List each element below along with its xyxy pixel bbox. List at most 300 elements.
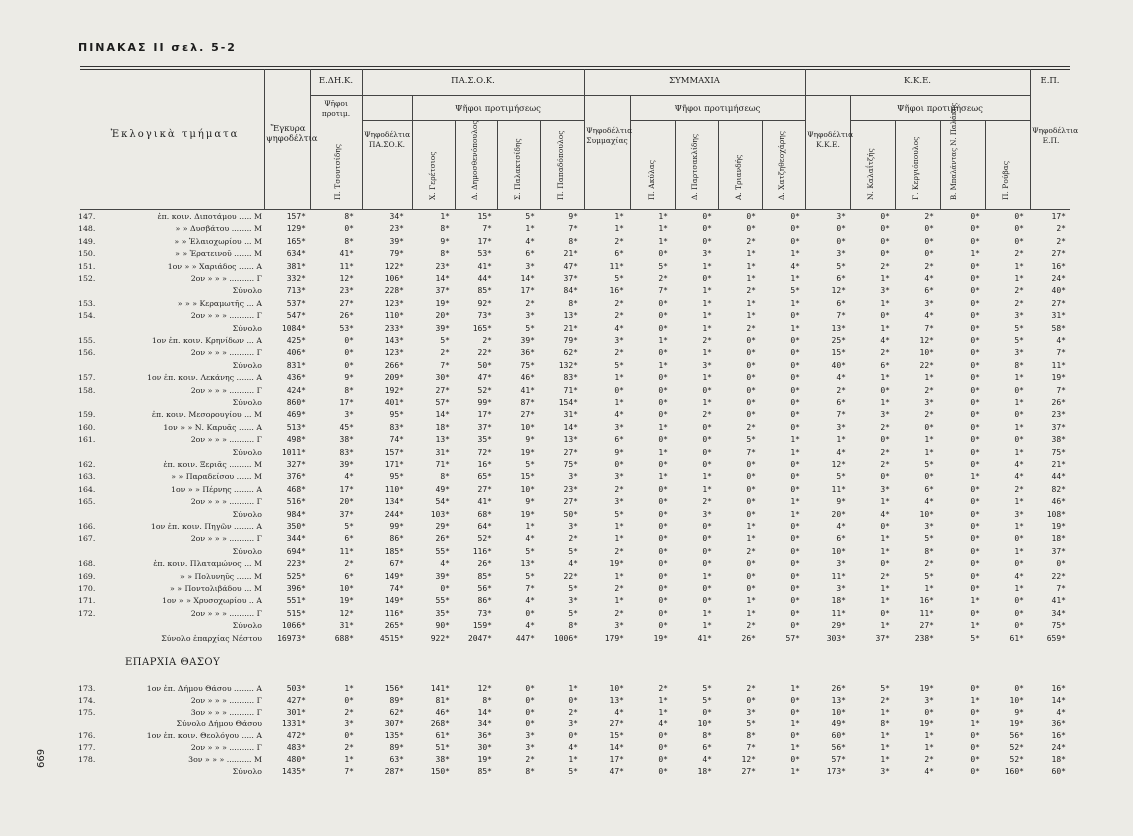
cell-value: 922*	[430, 633, 450, 643]
cell-value: 6*	[924, 286, 934, 296]
cell-value: 4*	[525, 596, 535, 606]
cell-value: 53*	[477, 249, 492, 259]
table-row	[0, 533, 1133, 544]
cell-value: 55*	[435, 596, 450, 606]
cell-value: 16*	[919, 596, 934, 606]
cell-value: 2*	[924, 212, 934, 221]
cell-value: 37*	[477, 422, 492, 432]
row-number: 172.	[78, 608, 96, 618]
cell-value: 38*	[435, 754, 450, 764]
row-number: 165.	[78, 497, 96, 507]
cell-value: 0*	[658, 534, 668, 544]
cell-value: 15*	[477, 212, 492, 221]
cell-value: 63*	[389, 754, 404, 764]
cell-value: 0*	[702, 212, 712, 221]
table-row	[0, 223, 1133, 234]
cell-value: 1*	[344, 684, 354, 693]
cell-value: 92*	[477, 298, 492, 308]
cell-value: 0*	[1014, 410, 1024, 420]
row-location: ἐπ. κοιν. Ξεριᾶς ......... Μ	[163, 460, 262, 469]
cell-value: 19*	[653, 633, 668, 643]
row-location: 1ον ἐπ. κοιν. Πηγῶν ........ Α	[150, 522, 262, 531]
row-number: 173.	[78, 684, 96, 693]
cell-value: 9*	[614, 447, 624, 457]
cell-value: 52*	[477, 534, 492, 544]
cell-value: 0*	[658, 522, 668, 531]
cell-value: 3*	[836, 212, 846, 221]
table-row	[0, 754, 1133, 765]
cell-value: 8*	[482, 695, 492, 705]
cell-value: 0*	[658, 410, 668, 420]
cell-value: 2*	[746, 546, 756, 556]
cell-value: 20*	[339, 497, 354, 507]
row-number: 150.	[78, 249, 96, 259]
cell-value: 21*	[1051, 460, 1066, 469]
row-number: 148.	[78, 224, 96, 234]
cell-value: 0*	[790, 224, 800, 234]
cell-value: 1*	[746, 261, 756, 271]
candidate-header: Γ. Κεργιόπουλος	[911, 136, 920, 200]
cell-value: 62*	[563, 348, 578, 358]
cell-value: 1*	[1014, 422, 1024, 432]
cell-value: 4*	[525, 534, 535, 544]
row-location: 1ον ἐπ. κοιν. Λεκάνης ....... Α	[147, 373, 262, 383]
cell-value: 36*	[477, 731, 492, 741]
cell-value: 13*	[831, 323, 846, 333]
cell-value: 10*	[520, 484, 535, 494]
table-row	[0, 310, 1133, 321]
cell-value: 12*	[919, 336, 934, 345]
cell-value: 29*	[831, 621, 846, 631]
cell-value: 8*	[344, 236, 354, 246]
cell-value: 0*	[746, 224, 756, 234]
cell-value: 4*	[836, 522, 846, 531]
cell-value: 40*	[831, 360, 846, 370]
cell-value: 0*	[658, 249, 668, 259]
cell-value: 86*	[389, 534, 404, 544]
cell-value: 1*	[1014, 522, 1024, 531]
cell-value: 160*	[1004, 766, 1024, 776]
cell-value: 0*	[970, 435, 980, 445]
cell-value: 2*	[1056, 224, 1066, 234]
cell-value: 1*	[702, 398, 712, 407]
cell-value: 0*	[746, 559, 756, 569]
cell-value: 1*	[924, 447, 934, 457]
cell-value: 1*	[970, 596, 980, 606]
cell-value: 547*	[286, 311, 306, 321]
cell-value: 89*	[389, 743, 404, 752]
cell-value: 0*	[702, 236, 712, 246]
col-sep	[540, 120, 541, 209]
cell-value: 17*	[520, 286, 535, 296]
group-divider	[310, 95, 1030, 96]
cell-value: 27*	[339, 298, 354, 308]
cell-value: 16*	[1051, 731, 1066, 741]
cell-value: 157*	[286, 212, 306, 221]
cell-value: 4*	[344, 472, 354, 482]
cell-value: 0*	[746, 336, 756, 345]
table-row	[0, 335, 1133, 346]
table-row	[0, 211, 1133, 222]
cell-value: 0*	[658, 731, 668, 741]
cell-value: 9*	[525, 435, 535, 445]
cell-value: 58*	[1051, 323, 1066, 333]
cell-value: 4*	[658, 719, 668, 729]
cell-value: 0*	[790, 236, 800, 246]
cell-value: 2*	[880, 422, 890, 432]
cell-value: 0*	[746, 571, 756, 581]
row-location: 2ον » » » .......... Γ	[190, 743, 262, 752]
cell-value: 5*	[836, 472, 846, 482]
cell-value: 9*	[344, 373, 354, 383]
cell-value: 1*	[344, 754, 354, 764]
cell-value: 11*	[1051, 360, 1066, 370]
cell-value: 0*	[702, 422, 712, 432]
cell-value: 85*	[477, 286, 492, 296]
cell-value: 85*	[477, 766, 492, 776]
col-sep	[762, 120, 763, 209]
cell-value: 9*	[568, 212, 578, 221]
ep-ballots-header: Ψηφοδέλτια Ε.Π.	[1032, 126, 1079, 145]
cell-value: 327*	[286, 460, 306, 469]
cell-value: 2*	[702, 497, 712, 507]
cell-value: 634*	[286, 249, 306, 259]
cell-value: 3*	[924, 522, 934, 531]
cell-value: 0*	[970, 522, 980, 531]
cell-value: 6*	[836, 298, 846, 308]
row-number: 169.	[78, 571, 96, 581]
cell-value: 1*	[790, 509, 800, 519]
cell-value: 0*	[344, 224, 354, 234]
row-location: ἐπ. κοιν. Μεσορουγίου ... Μ	[151, 410, 262, 420]
cell-value: 3*	[924, 695, 934, 705]
cell-value: 3*	[568, 719, 578, 729]
cell-value: 4*	[1014, 571, 1024, 581]
cell-value: 1*	[746, 596, 756, 606]
cell-value: 0*	[658, 571, 668, 581]
page-title: ΠΙΝΑΚΑΣ ΙΙ σελ. 5-2	[78, 41, 237, 54]
cell-value: 1*	[702, 286, 712, 296]
cell-value: 4*	[836, 447, 846, 457]
cell-value: 7*	[924, 323, 934, 333]
cell-value: 5*	[924, 571, 934, 581]
cell-value: 22*	[477, 348, 492, 358]
table-row	[0, 236, 1133, 247]
cell-value: 7*	[746, 447, 756, 457]
cell-value: 14*	[609, 743, 624, 752]
col-sep	[895, 120, 896, 209]
cell-value: 8*	[440, 472, 450, 482]
cell-value: 143*	[384, 336, 404, 345]
cell-value: 84*	[563, 286, 578, 296]
cell-value: 0*	[658, 385, 668, 395]
cell-value: 10*	[831, 707, 846, 717]
table-row	[0, 695, 1133, 706]
cell-value: 0*	[924, 707, 934, 717]
cell-value: 0*	[344, 360, 354, 370]
cell-value: 7*	[1056, 385, 1066, 395]
cell-value: 6*	[836, 534, 846, 544]
cell-value: 0*	[658, 621, 668, 631]
row-location: ἐπ. κοιν. Διποτάμου ..... Μ	[157, 212, 262, 221]
cell-value: 0*	[880, 522, 890, 531]
cell-value: 3*	[614, 497, 624, 507]
cell-value: 5*	[525, 571, 535, 581]
cell-value: 34*	[1051, 608, 1066, 618]
cell-value: 75*	[1051, 447, 1066, 457]
cell-value: 5*	[658, 261, 668, 271]
cell-value: 3*	[525, 311, 535, 321]
cell-value: 2*	[924, 559, 934, 569]
cell-value: 2*	[614, 311, 624, 321]
cell-value: 2*	[746, 236, 756, 246]
cell-value: 8*	[525, 766, 535, 776]
cell-value: 8*	[344, 212, 354, 221]
cell-value: 0*	[658, 509, 668, 519]
cell-value: 41*	[520, 385, 535, 395]
row-location: » » Δυσβάτου ........ Μ	[175, 224, 262, 234]
cell-value: 0*	[790, 484, 800, 494]
cell-value: 95*	[389, 410, 404, 420]
cell-value: 5*	[924, 460, 934, 469]
cell-value: 0*	[746, 695, 756, 705]
cell-value: 4*	[525, 236, 535, 246]
cell-value: 0*	[790, 398, 800, 407]
cell-value: 0*	[658, 743, 668, 752]
cell-value: 0*	[746, 410, 756, 420]
cell-value: 0*	[658, 497, 668, 507]
row-location: Σύνολο	[232, 447, 262, 457]
cell-value: 16*	[1051, 261, 1066, 271]
district-header: Ἐκλογικὰ τμήματα	[110, 129, 240, 140]
cell-value: 87*	[520, 398, 535, 407]
cell-value: 23*	[389, 224, 404, 234]
col-sep	[362, 69, 363, 209]
cell-value: 108*	[1046, 509, 1066, 519]
cell-value: 4*	[568, 743, 578, 752]
cell-value: 7*	[746, 743, 756, 752]
cell-value: 6*	[836, 398, 846, 407]
cell-value: 10*	[609, 684, 624, 693]
cell-value: 18*	[1051, 754, 1066, 764]
kke-ballots-header: Ψηφοδέλτια Κ.Κ.Ε.	[807, 130, 854, 149]
cell-value: 0*	[970, 766, 980, 776]
cell-value: 38*	[339, 435, 354, 445]
cell-value: 3*	[880, 766, 890, 776]
cell-value: 7*	[525, 584, 535, 593]
cell-value: 46*	[435, 707, 450, 717]
cell-value: 20*	[435, 311, 450, 321]
row-number: 162.	[78, 460, 96, 469]
cell-value: 2*	[746, 621, 756, 631]
cell-value: 41*	[477, 497, 492, 507]
table-row	[0, 766, 1133, 777]
cell-value: 1*	[1014, 546, 1024, 556]
cell-value: 24*	[1051, 743, 1066, 752]
cell-value: 54*	[435, 497, 450, 507]
cell-value: 27*	[741, 766, 756, 776]
cell-value: 0*	[790, 596, 800, 606]
cell-value: 472*	[286, 731, 306, 741]
cell-value: 5*	[924, 534, 934, 544]
cell-value: 0*	[1014, 224, 1024, 234]
cell-value: 0*	[970, 410, 980, 420]
cell-value: 1331*	[281, 719, 306, 729]
cell-value: 1*	[746, 534, 756, 544]
cell-value: 515*	[286, 608, 306, 618]
cell-value: 5*	[1014, 323, 1024, 333]
table-row	[0, 718, 1133, 729]
row-location: » » Ἐλαιοχωρίου ... Μ	[174, 236, 262, 246]
cell-value: 5*	[440, 336, 450, 345]
cell-value: 303*	[826, 633, 846, 643]
cell-value: 0*	[880, 435, 890, 445]
cell-value: 1*	[790, 249, 800, 259]
cell-value: 8*	[568, 621, 578, 631]
cell-value: 185*	[384, 546, 404, 556]
table-row	[0, 447, 1133, 458]
cell-value: 14*	[477, 707, 492, 717]
cell-value: 483*	[286, 743, 306, 752]
cell-value: 18*	[435, 422, 450, 432]
cell-value: 0*	[746, 348, 756, 358]
cell-value: 1*	[1014, 261, 1024, 271]
cell-value: 11*	[831, 571, 846, 581]
cell-value: 85*	[477, 571, 492, 581]
row-location: Σύνολο Δήμου Θάσου	[176, 719, 262, 729]
cell-value: 5*	[614, 509, 624, 519]
candidate-header: Σ. Παλακτσίδης	[513, 138, 522, 200]
cell-value: 401*	[384, 398, 404, 407]
cell-value: 122*	[384, 261, 404, 271]
cell-value: 3*	[746, 707, 756, 717]
cell-value: 1*	[880, 323, 890, 333]
cell-value: 10*	[520, 422, 535, 432]
cell-value: 10*	[1009, 695, 1024, 705]
cell-value: 47*	[609, 766, 624, 776]
col-sep	[718, 120, 719, 209]
table-row	[0, 546, 1133, 557]
cell-value: 81*	[435, 695, 450, 705]
cell-value: 1*	[658, 236, 668, 246]
cell-value: 37*	[339, 509, 354, 519]
cell-value: 1*	[790, 497, 800, 507]
cell-value: 1*	[924, 731, 934, 741]
row-number: 153.	[78, 298, 96, 308]
cell-value: 19*	[609, 559, 624, 569]
cell-value: 3*	[344, 410, 354, 420]
table-row	[0, 583, 1133, 594]
cell-value: 39*	[339, 460, 354, 469]
cell-value: 8*	[568, 236, 578, 246]
cell-value: 2*	[525, 754, 535, 764]
cell-value: 2*	[440, 348, 450, 358]
cell-value: 0*	[790, 460, 800, 469]
cell-value: 37*	[1051, 546, 1066, 556]
cell-value: 19*	[520, 447, 535, 457]
cell-value: 6*	[836, 274, 846, 283]
cell-value: 4*	[836, 373, 846, 383]
row-number: 177.	[78, 743, 96, 752]
table-row	[0, 595, 1133, 606]
cell-value: 3*	[702, 509, 712, 519]
cell-value: 0*	[790, 546, 800, 556]
cell-value: 0*	[970, 286, 980, 296]
table-row	[0, 273, 1133, 284]
cell-value: 14*	[563, 422, 578, 432]
cell-value: 1*	[836, 435, 846, 445]
cell-value: 16*	[477, 460, 492, 469]
cell-value: 53*	[339, 323, 354, 333]
cell-value: 4*	[568, 559, 578, 569]
cell-value: 0*	[702, 534, 712, 544]
cell-value: 8*	[1014, 360, 1024, 370]
row-number: 170.	[78, 584, 96, 593]
col-sep	[675, 120, 676, 209]
cell-value: 19*	[1009, 719, 1024, 729]
cell-value: 406*	[286, 348, 306, 358]
cell-value: 8*	[440, 224, 450, 234]
cell-value: 447*	[515, 633, 535, 643]
cell-value: 29*	[435, 522, 450, 531]
cell-value: 7*	[482, 224, 492, 234]
cell-value: 984*	[286, 509, 306, 519]
cell-value: 1*	[880, 743, 890, 752]
cell-value: 6*	[614, 249, 624, 259]
cell-value: 10*	[919, 509, 934, 519]
cell-value: 0*	[790, 422, 800, 432]
cell-value: 0*	[746, 497, 756, 507]
cell-value: 1*	[880, 497, 890, 507]
cell-value: 3*	[568, 522, 578, 531]
col-sep	[1030, 69, 1031, 209]
cell-value: 37*	[1051, 422, 1066, 432]
cell-value: 0*	[970, 684, 980, 693]
cell-value: 0*	[970, 546, 980, 556]
cell-value: 831*	[286, 360, 306, 370]
cell-value: 1*	[790, 274, 800, 283]
cell-value: 2*	[482, 336, 492, 345]
cell-value: 2*	[746, 323, 756, 333]
cell-value: 0*	[790, 695, 800, 705]
cell-value: 0*	[658, 559, 668, 569]
cell-value: 13*	[435, 435, 450, 445]
cell-value: 1*	[614, 596, 624, 606]
cell-value: 27*	[563, 497, 578, 507]
cell-value: 1*	[880, 373, 890, 383]
cell-value: 1*	[1014, 584, 1024, 593]
cell-value: 21*	[563, 249, 578, 259]
cell-value: 39*	[389, 236, 404, 246]
cell-value: 15*	[831, 348, 846, 358]
cell-value: 39*	[520, 336, 535, 345]
cell-value: 2*	[746, 684, 756, 693]
cell-value: 0*	[970, 460, 980, 469]
cell-value: 23*	[1051, 410, 1066, 420]
cell-value: 0*	[658, 435, 668, 445]
row-location: Σύνολο	[232, 398, 262, 407]
cell-value: 1*	[790, 719, 800, 729]
cell-value: 0*	[525, 719, 535, 729]
cell-value: 7*	[568, 224, 578, 234]
candidate-header: Χ. Γερέτσιος	[428, 151, 437, 200]
cell-value: 134*	[384, 497, 404, 507]
cell-value: 0*	[790, 707, 800, 717]
cell-value: 1*	[702, 608, 712, 618]
cell-value: 0*	[970, 224, 980, 234]
cell-value: 0*	[924, 249, 934, 259]
cell-value: 17*	[1051, 212, 1066, 221]
